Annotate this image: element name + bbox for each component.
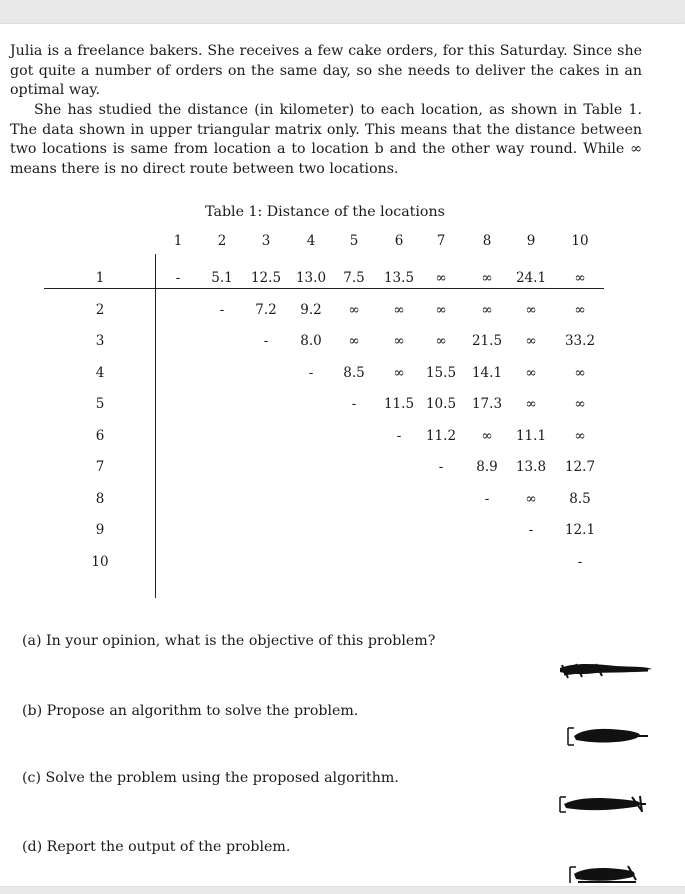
table-row-header-rule xyxy=(155,254,156,598)
table-cell: ∞ xyxy=(525,396,537,412)
row-header: 3 xyxy=(95,333,105,349)
table-cell: ∞ xyxy=(525,333,537,349)
col-header: 10 xyxy=(571,233,589,249)
row-header: 1 xyxy=(95,270,105,286)
question-b: (b) Propose an algorithm to solve the problem. xyxy=(22,703,359,719)
redaction-scribble-a xyxy=(556,660,656,682)
table-cell: 8.0 xyxy=(300,333,322,349)
col-header: 3 xyxy=(261,233,271,249)
table-cell: ∞ xyxy=(574,301,586,318)
table-cell: ∞ xyxy=(393,301,405,318)
table-cell: - xyxy=(219,301,225,318)
table-cell: - xyxy=(175,270,181,286)
table-cell: - xyxy=(438,459,444,475)
table-cell: ∞ xyxy=(481,427,493,444)
table-cell: 33.2 xyxy=(564,333,596,349)
table-cell: 10.5 xyxy=(425,396,457,412)
table-cell: 17.3 xyxy=(471,396,503,412)
document-page xyxy=(0,24,685,886)
table-cell: - xyxy=(577,553,583,570)
table-cell: ∞ xyxy=(574,270,586,286)
col-header: 6 xyxy=(394,233,404,249)
table-cell: 12.1 xyxy=(564,522,596,538)
table-cell: ∞ xyxy=(574,427,586,444)
table-cell: ∞ xyxy=(393,364,405,381)
row-header: 2 xyxy=(95,301,105,318)
table-cell: 12.7 xyxy=(564,459,596,475)
intro-paragraph-2: She has studied the distance (in kilometer) to each location, as shown in Table 1. The data shown in upper triangular matrix only. This means that the distance between two locations is same from location a to location b and the other way round. While ∞ means there is no direct route between two locations. xyxy=(10,102,642,177)
question-c: (c) Solve the problem using the proposed algorithm. xyxy=(22,770,399,786)
table-cell: ∞ xyxy=(481,270,493,286)
table-cell: ∞ xyxy=(574,364,586,381)
redaction-scribble-c xyxy=(556,793,648,815)
table-cell: 8.5 xyxy=(343,364,365,381)
redaction-scribble-b xyxy=(564,725,652,747)
table-cell: 13.5 xyxy=(383,270,415,286)
table-cell: 7.5 xyxy=(343,270,365,286)
table-cell: - xyxy=(528,522,534,538)
table-cell: ∞ xyxy=(435,301,447,318)
table-cell: 11.1 xyxy=(515,427,547,444)
row-header: 6 xyxy=(95,427,105,444)
table-cell: 5.1 xyxy=(211,270,233,286)
table-cell: 9.2 xyxy=(300,301,322,318)
row-header: 8 xyxy=(95,490,105,507)
row-header: 9 xyxy=(95,522,105,538)
col-header: 4 xyxy=(306,233,316,249)
table-cell: 8.9 xyxy=(476,459,498,475)
col-header: 7 xyxy=(436,233,446,249)
table-cell: 21.5 xyxy=(471,333,503,349)
intro-paragraph-1: Julia is a freelance bakers. She receives a few cake orders, for this Saturday. Since she got quite a number of orders on the same day, so she needs to deliver the cakes in an optimal way. xyxy=(10,43,642,99)
table-cell: - xyxy=(263,333,269,349)
table-cell: 11.5 xyxy=(383,396,415,412)
table-cell: ∞ xyxy=(481,301,493,318)
redaction-scribble-d xyxy=(566,862,640,884)
table-cell: - xyxy=(351,396,357,412)
question-a: (a) In your opinion, what is the objective of this problem? xyxy=(22,633,436,649)
table-cell: ∞ xyxy=(435,270,447,286)
question-d: (d) Report the output of the problem. xyxy=(22,839,291,855)
table-cell: ∞ xyxy=(348,301,360,318)
table-cell: 7.2 xyxy=(255,301,277,318)
table-cell: ∞ xyxy=(525,364,537,381)
row-header: 10 xyxy=(91,553,109,570)
table-cell: 14.1 xyxy=(471,364,503,381)
col-header: 8 xyxy=(482,233,492,249)
table-cell: 24.1 xyxy=(515,270,547,286)
table-cell: 8.5 xyxy=(569,490,591,507)
table-cell: - xyxy=(308,364,314,381)
table-cell: - xyxy=(484,490,490,507)
table-cell: ∞ xyxy=(393,333,405,349)
col-header: 2 xyxy=(217,233,227,249)
table-cell: 11.2 xyxy=(425,427,457,444)
row-header: 4 xyxy=(95,364,105,381)
col-header: 5 xyxy=(349,233,359,249)
table-cell: ∞ xyxy=(525,301,537,318)
table-cell: 13.0 xyxy=(295,270,327,286)
table-cell: ∞ xyxy=(574,396,586,412)
table-cell: ∞ xyxy=(525,490,537,507)
table-cell: ∞ xyxy=(348,333,360,349)
table-cell: ∞ xyxy=(435,333,447,349)
col-header: 9 xyxy=(526,233,536,249)
table-caption: Table 1: Distance of the locations xyxy=(205,204,445,220)
table-cell: 15.5 xyxy=(425,364,457,381)
table-cell: 12.5 xyxy=(250,270,282,286)
table-header-rule xyxy=(44,288,604,289)
table-cell: 13.8 xyxy=(515,459,547,475)
col-header: 1 xyxy=(173,233,183,249)
table-cell: - xyxy=(396,427,402,444)
row-header: 5 xyxy=(95,396,105,412)
row-header: 7 xyxy=(95,459,105,475)
